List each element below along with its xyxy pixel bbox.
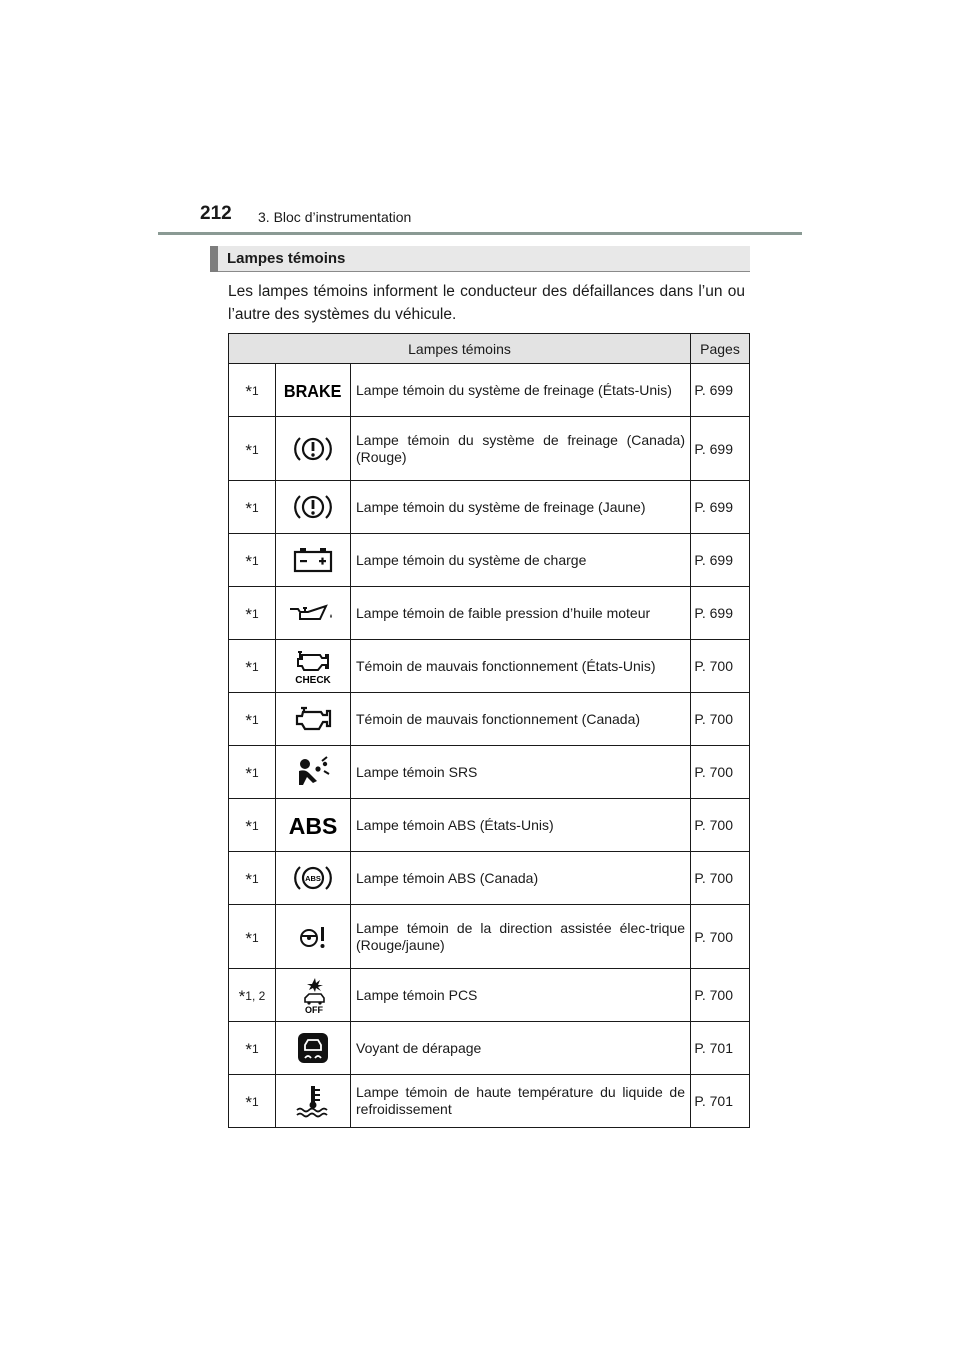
row-note: *1 <box>229 746 276 799</box>
svg-text:BRAKE: BRAKE <box>283 381 342 402</box>
row-page: P. 699 <box>691 534 750 587</box>
row-page: P. 701 <box>691 1022 750 1075</box>
table-row <box>229 640 750 693</box>
table-row <box>229 969 750 1022</box>
row-label: Lampe témoin SRS <box>351 746 691 799</box>
table-row <box>229 693 750 746</box>
row-page: P. 699 <box>691 587 750 640</box>
pcs-off-icon <box>276 969 351 1022</box>
row-label: Témoin de mauvais fonctionnement (Canada) <box>351 693 691 746</box>
srs-airbag-icon <box>276 746 351 799</box>
brake-text-icon <box>276 364 351 417</box>
row-page: P. 699 <box>691 481 750 534</box>
page-number: 212 <box>200 203 232 224</box>
row-page: P. 700 <box>691 640 750 693</box>
row-label: Lampe témoin de la direction assistée élec-trique (Rouge/jaune) <box>351 905 691 969</box>
row-label: Lampe témoin du système de freinage (États-Unis) <box>351 364 691 417</box>
abs-text-icon <box>276 799 351 852</box>
row-label: Lampe témoin du système de charge <box>351 534 691 587</box>
table-header-row <box>229 334 750 364</box>
table-row <box>229 534 750 587</box>
table-row <box>229 746 750 799</box>
svg-text:CHECK: CHECK <box>295 675 331 686</box>
row-note: *1 <box>229 905 276 969</box>
row-page: P. 699 <box>691 364 750 417</box>
row-note: *1 <box>229 799 276 852</box>
row-note: *1, 2 <box>229 969 276 1022</box>
row-note: *1 <box>229 640 276 693</box>
row-note: *1 <box>229 364 276 417</box>
row-page: P. 700 <box>691 852 750 905</box>
column-header-pages: Pages <box>691 334 750 364</box>
row-label: Lampe témoin du système de freinage (Canada) (Rouge) <box>351 417 691 481</box>
row-label: Lampe témoin du système de freinage (Jaune) <box>351 481 691 534</box>
svg-text:ABS: ABS <box>305 874 321 883</box>
row-label: Lampe témoin ABS (États-Unis) <box>351 799 691 852</box>
row-note: *1 <box>229 1022 276 1075</box>
row-note: *1 <box>229 534 276 587</box>
table-row <box>229 1022 750 1075</box>
table-row <box>229 481 750 534</box>
row-label: Témoin de mauvais fonctionnement (États-Unis) <box>351 640 691 693</box>
brake-warning-icon <box>276 481 351 534</box>
row-page: P. 699 <box>691 417 750 481</box>
engine-icon <box>276 693 351 746</box>
section-bar <box>210 246 218 272</box>
row-page: P. 700 <box>691 905 750 969</box>
table-row <box>229 852 750 905</box>
chapter-title: 3. Bloc d’instrumentation <box>258 209 412 225</box>
row-label: Lampe témoin de haute température du liquide de refroidissement <box>351 1075 691 1128</box>
header-rule <box>158 232 802 235</box>
table-row <box>229 1075 750 1128</box>
row-note: *1 <box>229 587 276 640</box>
row-label: Lampe témoin de faible pression d’huile moteur <box>351 587 691 640</box>
row-page: P. 700 <box>691 693 750 746</box>
oil-can-icon <box>276 587 351 640</box>
warning-lights-table <box>228 333 750 1128</box>
table-row <box>229 799 750 852</box>
abs-circle-icon <box>276 852 351 905</box>
table-row <box>229 905 750 969</box>
row-label: Lampe témoin ABS (Canada) <box>351 852 691 905</box>
row-page: P. 700 <box>691 969 750 1022</box>
row-note: *1 <box>229 1075 276 1128</box>
row-note: *1 <box>229 417 276 481</box>
battery-icon <box>276 534 351 587</box>
row-page: P. 700 <box>691 799 750 852</box>
skid-icon <box>276 1022 351 1075</box>
svg-text:ABS: ABS <box>288 813 338 839</box>
table-row <box>229 417 750 481</box>
coolant-temp-icon <box>276 1075 351 1128</box>
row-note: *1 <box>229 481 276 534</box>
check-engine-icon <box>276 640 351 693</box>
row-label: Voyant de dérapage <box>351 1022 691 1075</box>
table-row <box>229 587 750 640</box>
row-page: P. 701 <box>691 1075 750 1128</box>
table-row <box>229 364 750 417</box>
section-title: Lampes témoins <box>227 250 346 267</box>
svg-text:OFF: OFF <box>305 1005 323 1014</box>
row-note: *1 <box>229 852 276 905</box>
power-steering-icon <box>276 905 351 969</box>
section-heading <box>210 246 750 272</box>
row-page: P. 700 <box>691 746 750 799</box>
brake-warning-icon <box>276 417 351 481</box>
row-label: Lampe témoin PCS <box>351 969 691 1022</box>
row-note: *1 <box>229 693 276 746</box>
column-header-lights: Lampes témoins <box>229 334 691 364</box>
intro-paragraph: Les lampes témoins informent le conducteur des défaillances dans l’un ou l’autre des systèmes du véhicule. <box>228 283 745 323</box>
